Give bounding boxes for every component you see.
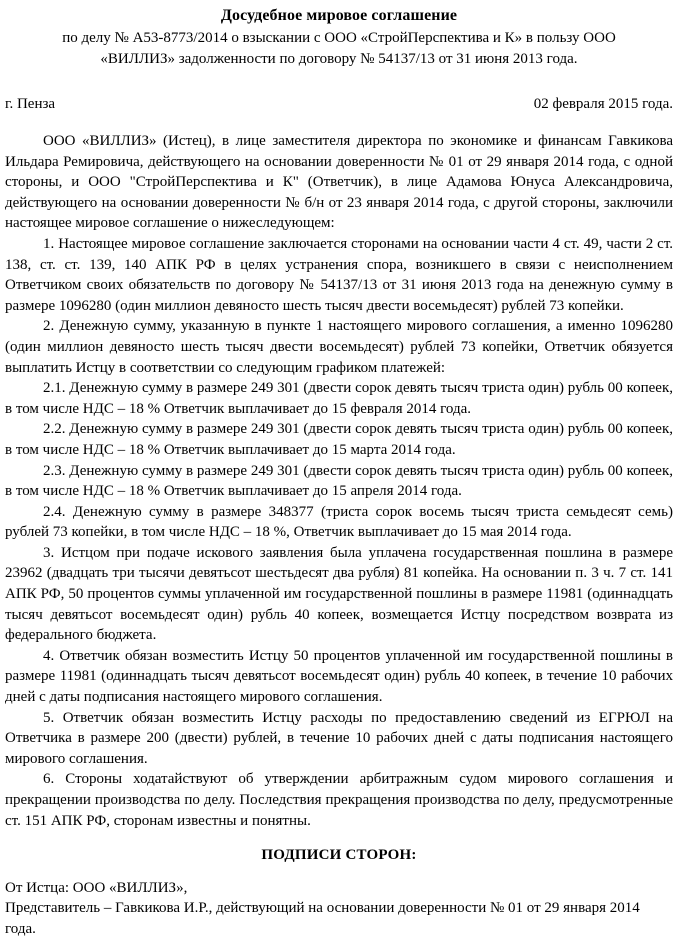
signatures-heading: ПОДПИСИ СТОРОН:	[261, 847, 417, 864]
document-subtitle-line-2: «ВИЛЛИЗ» задолженности по договору № 54137/13 от 31 июня 2013 года.	[100, 51, 578, 67]
clause-2-3: 2.3. Денежную сумму в размере 249 301 (двести сорок девять тысяч триста один) рубль 00 копеек, в том числе НДС – 18 % Ответчик выплачивает до 15 апреля 2014 года.	[5, 462, 673, 500]
date-label: 02 февраля 2015 года.	[533, 96, 673, 112]
clause-5: 5. Ответчик обязан возместить Истцу расходы по предоставлению сведений из ЕГРЮЛ на Ответчика в размере 200 (двести) рублей, в течение 10 рабочих дней с даты подписания настоящего мирового соглашения.	[5, 709, 673, 767]
signature-line-representative: Представитель – Гавкикова И.Р., действующий на основании доверенности № 01 от 29 января 2014 года.	[5, 900, 640, 937]
place-label: г. Пенза	[5, 96, 56, 112]
signature-line-plaintiff: От Истца: ООО «ВИЛЛИЗ»,	[5, 879, 188, 896]
place-and-date-row	[5, 94, 673, 115]
clause-2-2: 2.2. Денежную сумму в размере 249 301 (двести сорок девять тысяч триста один) рубль 00 копеек, в том числе НДС – 18 % Ответчик выплачивает до 15 марта 2014 года.	[5, 421, 673, 458]
clause-6: 6. Стороны ходатайствуют об утверждении арбитражным судом мирового соглашения и прекращении производства по делу. Последствия прекращения производства по делу, предусмотренные ст. 151 АПК РФ, сторонам известны и понятны.	[5, 771, 673, 829]
clause-3: 3. Истцом при подаче искового заявления была уплачена государственная пошлина в размере 23962 (двадцать три тысячи девятьсот шестьдесят два рубля) 81 копейка. На основании п. 3 ч. 7 ст. 141 АПК РФ, 50 процентов суммы уплаченной им государственной пошлины в размере 11981 (одиннадцать тысяч девятьсот восемьдесят один) рубль 40 копеек, возмещается Истцу посредством возврата из федерального бюджета.	[5, 544, 673, 644]
clause-2-4: 2.4. Денежную сумму в размере 348377 (триста сорок восемь тысяч триста семьдесят семь) рублей 73 копейки, в том числе НДС – 18 %, Ответчик выплачивает до 15 мая 2014 года.	[5, 503, 673, 541]
clause-4: 4. Ответчик обязан возместить Истцу 50 процентов уплаченной им государственной пошлины в размере 11981 (одиннадцать тысяч девятьсот восемьдесят один) рубль 40 копеек, в течение 10 рабочих дней с даты подписания настоящего мирового соглашения.	[5, 647, 673, 706]
page-title: Досудебное мировое соглашение	[220, 7, 458, 24]
document-subtitle-line-1: по делу № А53-8773/2014 о взыскании с ООО «СтройПерспектива и К» в пользу ООО	[62, 30, 616, 46]
clause-2: 2. Денежную сумму, указанную в пункте 1 настоящего мирового соглашения, а именно 1096280 (один миллион девяносто шесть тысяч двести восемьдесят) рублей 73 копейки, Ответчик обязуется выплатить Истцу в соответствии со следующим графиком платежей:	[5, 318, 673, 376]
clause-1: 1. Настоящее мировое соглашение заключается сторонами на основании части 4 ст. 49, части 2 ст. 138, ст. ст. 139, 140 АПК РФ в целях устранения спора, возникшего в связи с неисполнением Ответчиком своих обязательств по договору № 54137/13 от 31 июня 2013 года на денежную сумму в размере 1096280 (один миллион девяносто шесть тысяч двести восемьдесят) рублей 73 копейки.	[5, 235, 673, 314]
clause-2-1: 2.1. Денежную сумму в размере 249 301 (двести сорок девять тысяч триста один) рубль 00 копеек, в том числе НДС – 18 % Ответчик выплачивает до 15 февраля 2014 года.	[5, 380, 673, 417]
preamble-paragraph: ООО «ВИЛЛИЗ» (Истец), в лице заместителя директора по экономике и финансам Гавкикова Ильдара Ремировича, действующего на основании доверенности № 01 от 29 января 2014 года, с одной стороны, и ООО "СтройПерспектива и К" (Ответчик), в лице Адамова Юнуса Александровича, действующего на основании доверенности № б/н от 23 января 2014 года, с другой стороны, заключили настоящее мировое соглашение о нижеследующем:	[5, 133, 673, 232]
